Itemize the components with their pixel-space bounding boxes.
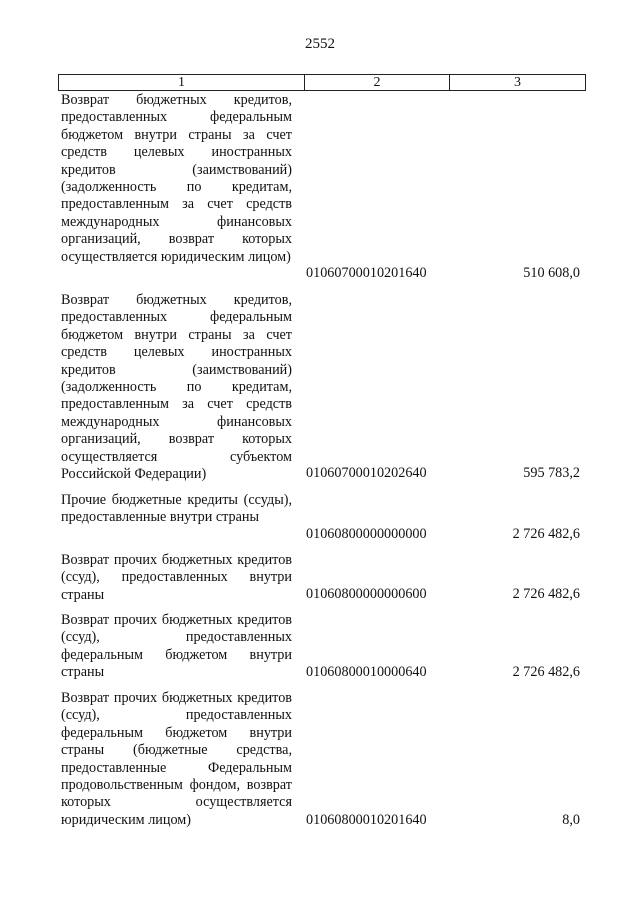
row-description: Возврат прочих бюджетных кредитов (ссуд), предоставленных федеральным бюджетом внутри страны (61, 612, 292, 681)
row-description: Возврат прочих бюджетных кредитов (ссуд), предоставленных федеральным бюджетом внутри страны (бюджетные средства, предоставленные Федеральным продовольственным фондом, возврат которых осуществляется юридическим лицом) (61, 690, 292, 828)
row-description: Возврат бюджетных кредитов, предоставленных федеральным бюджетом внутри страны за счет средств целевых иностранных кредитов (заимствований) (задолженность по кредитам, предоставленным за счет средств международных финансовых организаций, возврат которых осуществляется юридическим лицом) (61, 92, 292, 265)
column-header-3: 3 (514, 75, 521, 90)
row-code: 01060700010201640 (306, 265, 427, 281)
row-description: Возврат прочих бюджетных кредитов (ссуд), предоставленных внутри страны (61, 552, 292, 603)
page-number: 2552 (305, 36, 335, 52)
row-amount: 2 726 482,6 (512, 526, 580, 542)
column-header-2: 2 (305, 75, 450, 90)
row-code: 01060700010202640 (306, 465, 427, 481)
row-amount: 2 726 482,6 (512, 586, 580, 602)
row-code: 01060800010000640 (306, 664, 427, 680)
row-amount: 510 608,0 (523, 265, 580, 281)
column-header-1: 1 (59, 75, 305, 90)
row-amount: 595 783,2 (523, 465, 580, 481)
table-header (58, 74, 586, 91)
row-amount: 2 726 482,6 (512, 664, 580, 680)
row-code: 01060800010201640 (306, 812, 427, 828)
row-code: 01060800000000600 (306, 586, 427, 602)
row-description: Возврат бюджетных кредитов, предоставленных федеральным бюджетом внутри страны за счет средств целевых иностранных кредитов (заимствований) (задолженность по кредитам, предоставленным за счет средств международных финансовых организаций, возврат которых осуществляется субъектом Российской Федерации) (61, 292, 292, 483)
row-amount: 8,0 (562, 812, 580, 828)
row-description: Прочие бюджетные кредиты (ссуды), предоставленные внутри страны (61, 492, 292, 526)
row-code: 01060800000000000 (306, 526, 427, 542)
